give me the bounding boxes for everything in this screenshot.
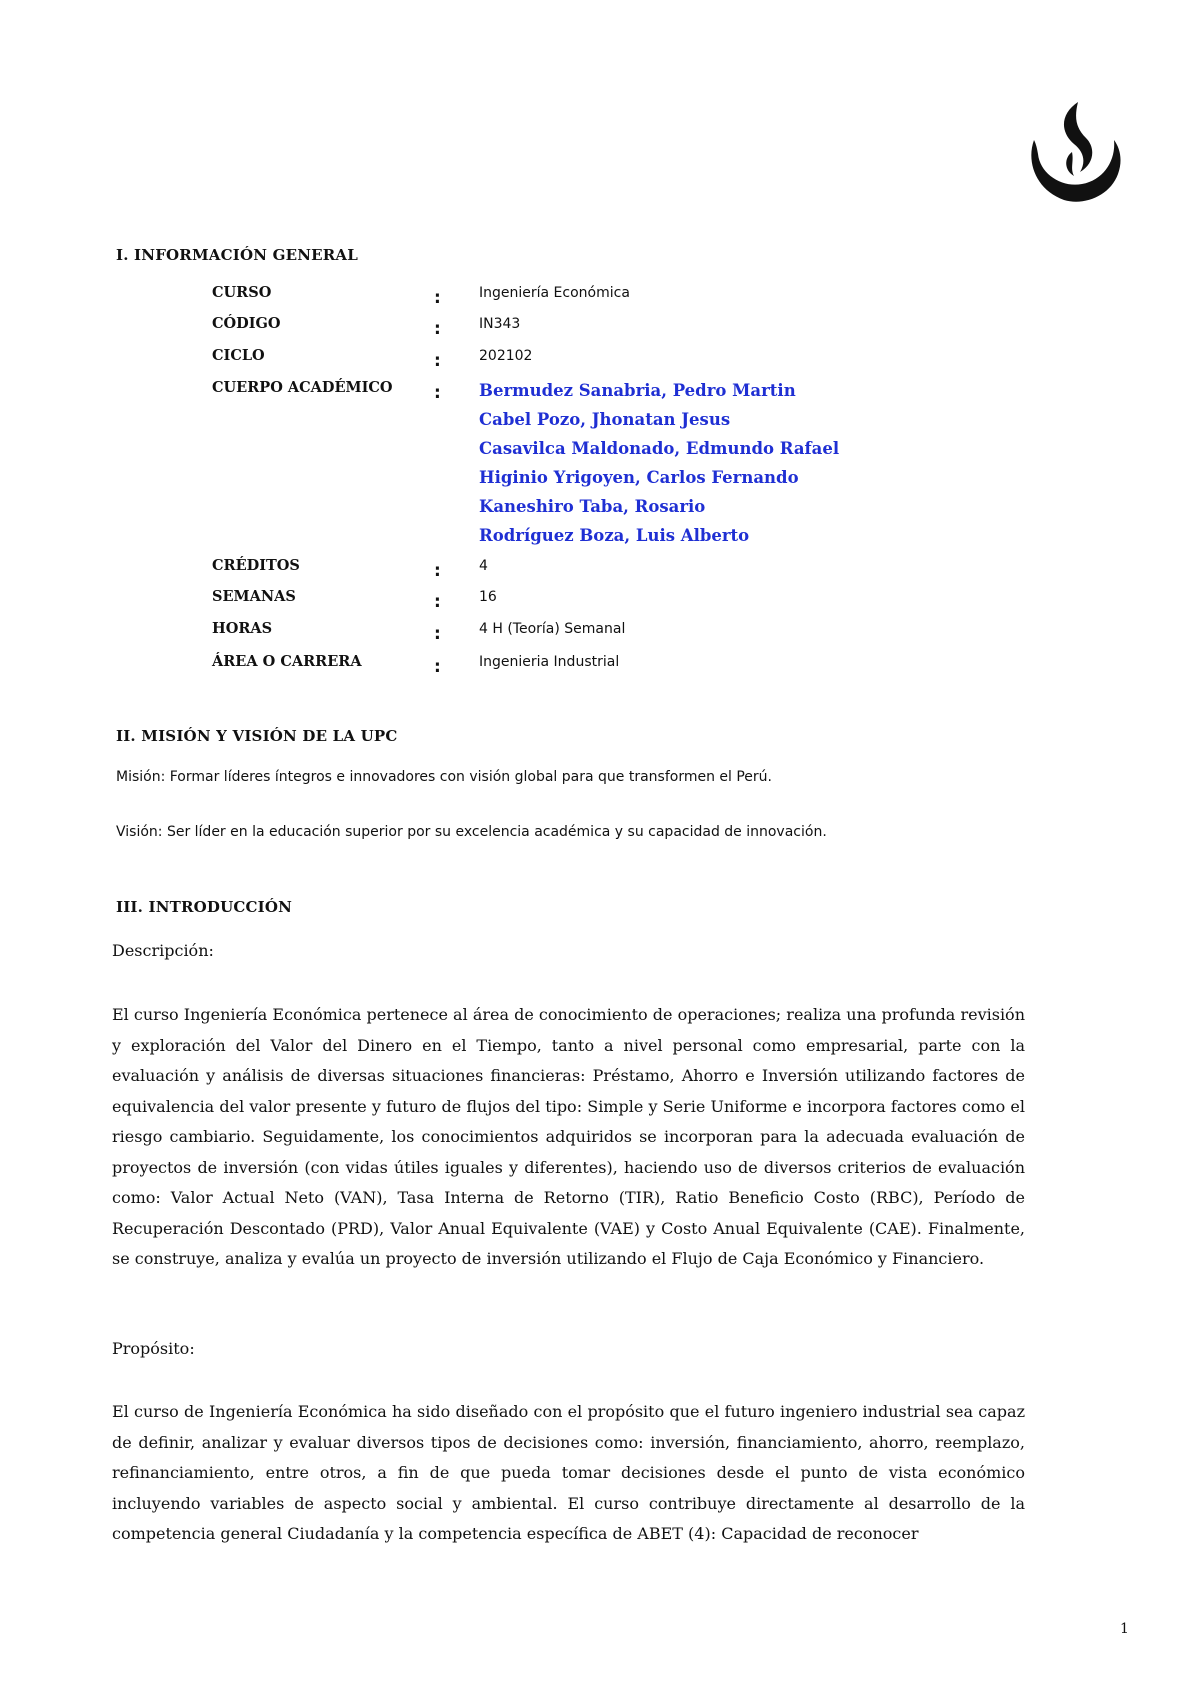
proposito-label: Propósito: (112, 1339, 195, 1358)
descripcion-label: Descripción: (112, 941, 214, 960)
info-value: 16 (479, 589, 497, 605)
info-colon: : (434, 657, 441, 677)
info-value: 4 (479, 558, 488, 574)
info-label: ÁREA O CARRERA (212, 653, 362, 670)
info-label: HORAS (212, 620, 273, 637)
info-colon: : (434, 351, 441, 371)
info-colon: : (434, 592, 441, 612)
professor-name: Kaneshiro Taba, Rosario (479, 497, 706, 516)
info-row-semanas (212, 588, 1112, 616)
professor-name: Rodríguez Boza, Luis Alberto (479, 526, 750, 545)
info-colon: : (434, 288, 441, 308)
professor-name: Cabel Pozo, Jhonatan Jesus (479, 410, 731, 429)
professor-name: Bermudez Sanabria, Pedro Martin (479, 381, 796, 400)
info-row-horas (212, 620, 1112, 648)
professor-name: Higinio Yrigoyen, Carlos Fernando (479, 468, 799, 487)
section-heading-introduccion: III. INTRODUCCIÓN (116, 898, 293, 916)
mision-text: Misión: Formar líderes íntegros e innovadores con visión global para que transformen el Perú. (116, 769, 773, 785)
info-label: CÓDIGO (212, 315, 281, 332)
info-colon: : (434, 561, 441, 581)
upc-flame-logo-icon (1024, 100, 1124, 204)
info-row-codigo (212, 315, 1112, 343)
descripcion-paragraph: El curso Ingeniería Económica pertenece al área de conocimiento de operaciones; realiza una profunda revisión y exploración del Valor del Dinero en el Tiempo, tanto a nivel personal como empresarial, parte con la evaluación y análisis de diversas situaciones financieras: Préstamo, Ahorro e Inversión utilizando factores de equivalencia del valor presente y futuro de flujos del tipo: Simple y Serie Uniforme e incorpora factores como el riesgo cambiario. Seguidamente, los conocimientos adquiridos se incorporan para la adecuada evaluación de proyectos de inversión (con vidas útiles iguales y diferentes), haciendo uso de diversos criterios de evaluación como: Valor Actual Neto (VAN), Tasa Interna de Retorno (TIR), Ratio Beneficio Costo (RBC), Período de Recuperación Descontado (PRD), Valor Anual Equivalente (VAE) y Costo Anual Equivalente (CAE). Finalmente, se construye, analiza y evalúa un proyecto de inversión utilizando el Flujo de Caja Económico y Financiero. (112, 1005, 1025, 1268)
info-label: CURSO (212, 284, 272, 301)
proposito-paragraph: El curso de Ingeniería Económica ha sido diseñado con el propósito que el futuro ingeniero industrial sea capaz de definir, analizar y evaluar diversos tipos de decisiones como: inversión, financiamiento, ahorro, reemplazo, refinanciamiento, entre otros, a fin de que pueda tomar decisiones desde el punto de vista económico incluyendo variables de aspecto social y ambiental. El curso contribuye directamente al desarrollo de la competencia general Ciudadanía y la competencia específica de ABET (4): Capacidad de reconocer (112, 1402, 1025, 1543)
info-colon: : (434, 624, 441, 644)
info-colon: : (434, 383, 441, 403)
info-label: CICLO (212, 347, 265, 364)
info-value: Ingenieria Industrial (479, 654, 620, 670)
info-label: CUERPO ACADÉMICO (212, 379, 393, 396)
info-label: SEMANAS (212, 588, 296, 605)
info-value: 4 H (Teoría) Semanal (479, 621, 626, 637)
section-heading-informacion-general: I. INFORMACIÓN GENERAL (116, 246, 359, 264)
info-row-area-o-carrera (212, 653, 1112, 681)
info-label: CRÉDITOS (212, 557, 300, 574)
page-number: 1 (1120, 1621, 1129, 1637)
info-value: 202102 (479, 348, 533, 364)
info-colon: : (434, 319, 441, 339)
info-row-ciclo (212, 347, 1112, 375)
info-row-curso (212, 284, 1112, 312)
info-value: Ingeniería Económica (479, 285, 630, 301)
professor-name: Casavilca Maldonado, Edmundo Rafael (479, 439, 840, 458)
info-value: IN343 (479, 316, 521, 332)
info-row-creditos (212, 557, 1112, 585)
section-heading-mision-vision: II. MISIÓN Y VISIÓN DE LA UPC (116, 727, 398, 745)
vision-text: Visión: Ser líder en la educación superior por su excelencia académica y su capacidad de innovación. (116, 824, 827, 840)
